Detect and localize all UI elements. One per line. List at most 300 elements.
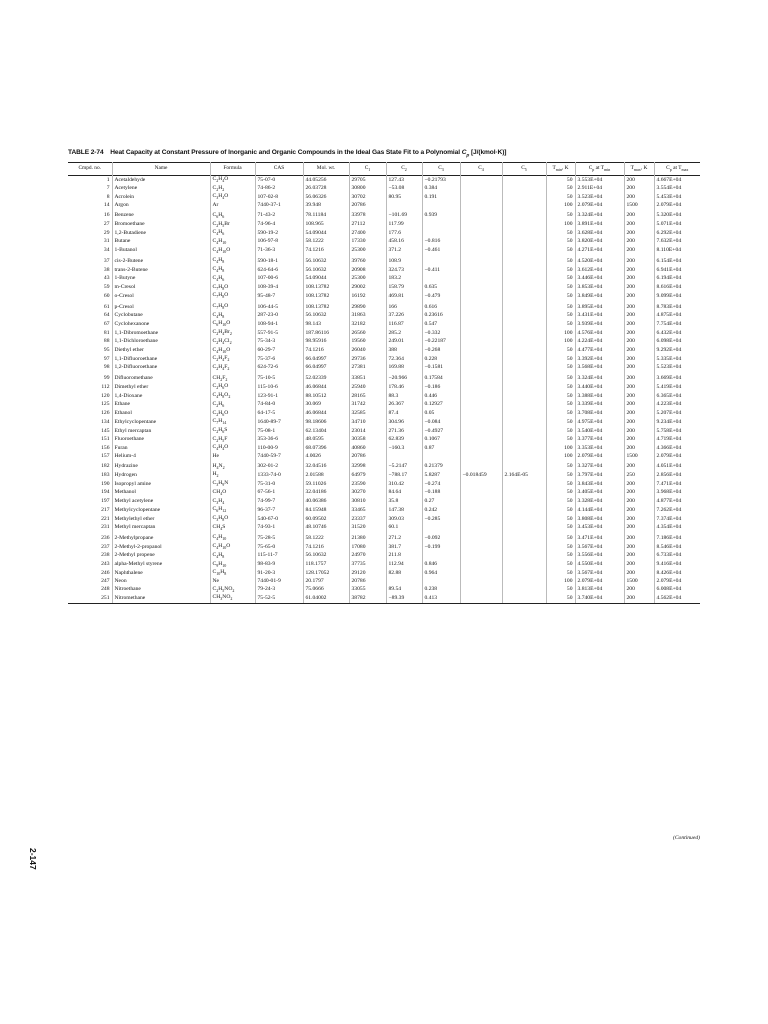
formula-cell: $C_2H_4F_2$ [210,364,255,373]
c5-cell [502,320,546,329]
c5-cell [502,301,546,312]
c1-cell: 23014 [349,427,386,436]
cp-at-tmax-cell: 5.453E+04 [654,193,700,202]
c3-cell: −0.092 [422,532,460,543]
mol-wt-cell: 52.02339 [303,373,349,384]
c2-cell: 304.96 [386,418,422,427]
c5-cell [502,347,546,356]
table-row [68,471,700,480]
table-row [68,312,700,321]
formula-cell: $C_7H_8O$ [210,301,255,312]
compound-number-cell: 238 [101,552,110,559]
table-row [68,594,700,603]
c1-cell: 29736 [349,355,386,364]
c2-cell: 117.99 [386,221,422,230]
page-number: 2-147 [28,848,38,870]
c5-cell [502,436,546,445]
cp-at-tmax-cell: 6.432E+04 [654,329,700,338]
table-row [68,578,700,586]
compound-number-cell: 125 [101,401,110,408]
c4-cell [460,461,502,472]
tmax-cell: 200 [624,383,654,392]
tmax-cell: 1500 [624,453,654,461]
mol-wt-cell: 187.86116 [303,329,349,338]
c1-cell: 31742 [349,401,386,410]
tmin-cell: 50 [546,275,575,284]
table-row [68,284,700,293]
formula-cell: Ar [210,202,255,210]
c3-cell: −0.461 [422,247,460,256]
cp-at-tmax-cell: 6.154E+04 [654,255,700,266]
formula-cell: $C_4H_{10}O$ [210,347,255,356]
tmin-cell: 100 [546,221,575,230]
cp-at-tmax-cell: 4.877E+04 [654,498,700,507]
c4-cell [460,427,502,436]
tmin-cell: 50 [546,392,575,401]
c3-cell: 0.964 [422,569,460,578]
cp-at-tmax-cell: 5.335E+04 [654,355,700,364]
c1-cell: 33055 [349,586,386,595]
table-row [68,444,700,453]
cas-cell: 75-28-5 [255,532,303,543]
tmax-cell: 200 [624,561,654,570]
c2-cell [386,202,422,210]
tmin-cell: 50 [546,524,575,533]
cp-at-tmax-cell: 3.968E+04 [654,489,700,498]
c4-cell [460,401,502,410]
mol-wt-cell: 58.1222 [303,532,349,543]
cp-at-tmin-cell: 4.477E+04 [575,347,624,356]
formula-cell: $C_7H_{14}$ [210,418,255,427]
compound-name-cell: Cyclohexanone [112,320,210,329]
c3-cell: −0.816 [422,238,460,247]
c5-cell [502,238,546,247]
cp-at-tmin-cell: 4.576E+04 [575,329,624,338]
tmax-cell: 200 [624,284,654,293]
cp-at-tmin-cell: 4.975E+04 [575,418,624,427]
compound-number-cell: 182 [101,463,110,470]
table-row [68,210,700,221]
c2-cell: 211.8 [386,552,422,561]
cp-at-tmax-cell: 2.856E+04 [654,471,700,480]
compound-name-cell: p-Cresol [112,301,210,312]
compound-number-cell: 59 [103,284,110,291]
formula-cell: $C_4H_4O$ [210,444,255,453]
cas-cell: 96-37-7 [255,506,303,515]
tmin-cell: 50 [546,506,575,515]
c3-cell [422,453,460,461]
cp-at-tmin-cell: 3.708E+04 [575,410,624,419]
c1-cell: 26560 [349,329,386,338]
c5-cell [502,176,546,185]
c4-cell [460,301,502,312]
c3-cell: 0.616 [422,301,460,312]
c3-cell [422,221,460,230]
c4-cell [460,373,502,384]
cas-cell: 79-24-3 [255,586,303,595]
compound-name-cell: Acetylene [112,185,210,194]
c3-cell: 0.17584 [422,373,460,384]
tmax-cell: 200 [624,444,654,453]
c5-cell [502,221,546,230]
c5-cell [502,364,546,373]
c4-cell [460,444,502,453]
compound-number-cell: 38 [103,266,110,273]
c3-cell: −0.084 [422,418,460,427]
table-row [68,489,700,498]
formula-cell: $C_2H_4Cl_2$ [210,338,255,347]
compound-name-cell: Ethylcyclopentane [112,418,210,427]
c5-cell [502,489,546,498]
table-row [68,401,700,410]
mol-wt-cell: 4.0026 [303,453,349,461]
cas-cell: 75-65-0 [255,543,303,552]
cp-at-tmin-cell: 3.324E+04 [575,373,624,384]
c2-cell [386,453,422,461]
c4-cell [460,524,502,533]
compound-number-cell: 126 [101,410,110,417]
cp-at-tmax-cell: 4.562E+04 [654,594,700,603]
compound-number-cell: 34 [103,247,110,254]
cp-at-tmax-cell: 5.207E+04 [654,410,700,419]
c2-cell: 60.1 [386,524,422,533]
cas-cell: 624-64-6 [255,266,303,275]
column-header: $C_5$ [502,163,546,176]
tmax-cell: 200 [624,373,654,384]
table-row [68,338,700,347]
c1-cell: 20908 [349,266,386,275]
table-row [68,320,700,329]
tmax-cell: 200 [624,338,654,347]
compound-number-cell: 197 [101,498,110,505]
c1-cell: 25940 [349,383,386,392]
tmin-cell: 50 [546,185,575,194]
cp-at-tmin-cell: 3.540E+04 [575,427,624,436]
table-row [68,392,700,401]
cas-cell: 74-99-7 [255,498,303,507]
c1-cell: 31863 [349,312,386,321]
compound-number-cell: 37 [103,257,110,264]
compound-name-cell: Ethyl mercaptan [112,427,210,436]
column-header: Name [112,163,210,176]
cas-cell: 75-10-5 [255,373,303,384]
c3-cell: −0.22187 [422,338,460,347]
tmin-cell: 50 [546,489,575,498]
compound-name-cell: 1,2-Difluoroethane [112,364,210,373]
table-row [68,569,700,578]
compound-name-cell: Ethanol [112,410,210,419]
c5-cell [502,275,546,284]
mol-wt-cell: 62.13404 [303,427,349,436]
tmax-cell: 200 [624,320,654,329]
c4-cell [460,320,502,329]
cas-cell: 624-72-6 [255,364,303,373]
compound-number-cell: 190 [101,480,110,487]
mol-wt-cell: 59.11026 [303,480,349,489]
column-header: $C_1$ [349,163,386,176]
table-row [68,436,700,445]
table-row [68,586,700,595]
mol-wt-cell: 98.143 [303,320,349,329]
cas-cell: 123-91-1 [255,392,303,401]
cp-at-tmin-cell: 3.388E+04 [575,392,624,401]
c3-cell: 0.191 [422,193,460,202]
cp-at-tmin-cell: 3.523E+04 [575,193,624,202]
c4-cell [460,561,502,570]
c2-cell: 388 [386,347,422,356]
column-header: CAS [255,163,303,176]
cas-cell: 7440-01-9 [255,578,303,586]
table-row [68,515,700,524]
c1-cell: 30270 [349,489,386,498]
c5-cell [502,392,546,401]
formula-cell: $C_4H_8O_2$ [210,392,255,401]
table-number: TABLE 2-74 [68,149,104,156]
c4-cell [460,532,502,543]
tmin-cell: 100 [546,578,575,586]
tmin-cell: 50 [546,320,575,329]
cp-at-tmax-cell: 3.669E+04 [654,373,700,384]
compound-name-cell: Hydrazine [112,461,210,472]
tmin-cell: 50 [546,436,575,445]
c1-cell: 19560 [349,338,386,347]
c4-cell [460,247,502,256]
table-units: [J/(kmol·K)] [470,149,507,156]
c3-cell: −0.4927 [422,427,460,436]
compound-number-cell: 1 [106,176,110,183]
mol-wt-cell: 74.1216 [303,543,349,552]
tmin-cell: 50 [546,355,575,364]
c2-cell: 37.226 [386,312,422,321]
compound-name-cell: 1-Butyne [112,275,210,284]
c5-cell [502,594,546,603]
c3-cell: 0.939 [422,210,460,221]
table-row [68,255,700,266]
tmax-cell: 200 [624,427,654,436]
mol-wt-cell: 61.04002 [303,594,349,603]
compound-name-cell: Cyclobutane [112,312,210,321]
cas-cell: 74-93-1 [255,524,303,533]
cp-at-tmin-cell: 3.568E+04 [575,364,624,373]
mol-wt-cell: 58.1222 [303,238,349,247]
c5-cell [502,578,546,586]
formula-cell: Ne [210,578,255,586]
table-row [68,480,700,489]
tmin-cell: 50 [546,532,575,543]
c5-cell [502,543,546,552]
tmin-cell: 50 [546,193,575,202]
table-row [68,418,700,427]
cp-at-tmax-cell: 7.632E+04 [654,238,700,247]
mol-wt-cell: 26.03728 [303,185,349,194]
table-row [68,229,700,238]
tmax-cell: 200 [624,586,654,595]
c2-cell: 310.42 [386,480,422,489]
cp-at-tmax-cell: 9.292E+04 [654,347,700,356]
tmin-cell: 50 [546,383,575,392]
c1-cell: 40860 [349,444,386,453]
compound-number-cell: 151 [101,436,110,443]
tmax-cell: 200 [624,401,654,410]
c3-cell: −0.186 [422,383,460,392]
compound-name-cell: trans-2-Butene [112,266,210,275]
cp-at-tmin-cell: 2.079E+04 [575,578,624,586]
c5-cell [502,444,546,453]
cp-at-tmin-cell: 3.628E+04 [575,229,624,238]
c5-cell [502,427,546,436]
cp-at-tmax-cell: 5.071E+04 [654,221,700,230]
compound-name-cell: Hydrogen [112,471,210,480]
c3-cell: 0.27 [422,498,460,507]
tmin-cell: 50 [546,418,575,427]
tmax-cell: 200 [624,210,654,221]
formula-cell: $C_4H_6$ [210,275,255,284]
mol-wt-cell: 46.06844 [303,410,349,419]
c2-cell: 271.2 [386,532,422,543]
table-caption [68,148,700,158]
formula-cell: $C_2H_6S$ [210,427,255,436]
c5-cell [502,410,546,419]
c2-cell: −101.69 [386,210,422,221]
tmax-cell: 200 [624,552,654,561]
c4-cell [460,515,502,524]
compound-number-cell: 97 [103,355,110,362]
tmax-cell: 1500 [624,578,654,586]
column-header: $C_4$ [460,163,502,176]
cp-at-tmin-cell: 3.556E+04 [575,552,624,561]
c4-cell [460,176,502,185]
c5-cell [502,453,546,461]
tmin-cell: 50 [546,461,575,472]
c2-cell: −5.2147 [386,461,422,472]
tmin-cell: 50 [546,373,575,384]
c5-cell [502,193,546,202]
cas-cell: 75-34-3 [255,338,303,347]
c2-cell: 88.3 [386,392,422,401]
cp-at-tmax-cell: 7.374E+04 [654,515,700,524]
tmin-cell: 50 [546,471,575,480]
tmin-cell: 50 [546,569,575,578]
cas-cell: 95-48-7 [255,292,303,301]
c5-cell [502,255,546,266]
compound-name-cell: 1-Butanol [112,247,210,256]
c2-cell: 166 [386,301,422,312]
compound-number-cell: 112 [101,383,110,390]
tmin-cell: 50 [546,284,575,293]
c2-cell: 458.16 [386,238,422,247]
tmin-cell: 50 [546,543,575,552]
cp-at-tmin-cell: 3.327E+04 [575,461,624,472]
cas-cell: 302-01-2 [255,461,303,472]
table-header-row [68,163,700,176]
tmin-cell: 50 [546,347,575,356]
compound-number-cell: 251 [68,594,112,603]
c4-cell: −0.018459 [460,471,502,480]
c5-cell [502,506,546,515]
compound-name-cell: 2-Methyl propene [112,552,210,561]
compound-name-cell: Neon [112,578,210,586]
c1-cell: 27381 [349,364,386,373]
tmin-cell: 100 [546,444,575,453]
c4-cell [460,202,502,210]
compound-name-cell: Nitroethane [112,586,210,595]
compound-number-cell: 8 [106,193,110,200]
tmin-cell: 50 [546,401,575,410]
compound-name-cell: Acetaldehyde [112,176,210,185]
compound-number-cell: 99 [103,375,110,382]
mol-wt-cell: 2.01588 [303,471,349,480]
cas-cell: 74-86-2 [255,185,303,194]
tmin-cell: 50 [546,229,575,238]
cp-at-tmin-cell: 3.567E+04 [575,543,624,552]
table-row [68,292,700,301]
c4-cell [460,292,502,301]
table-row [68,221,700,230]
tmax-cell: 200 [624,436,654,445]
formula-cell: $C_4H_8$ [210,312,255,321]
compound-name-cell: Methyl acetylene [112,498,210,507]
table-row [68,552,700,561]
table-row [68,355,700,364]
formula-cell: $C_6H_{12}$ [210,506,255,515]
formula-cell: $C_7H_8O$ [210,292,255,301]
c1-cell: 25300 [349,275,386,284]
mol-wt-cell: 108.13782 [303,284,349,293]
tmax-cell: 200 [624,312,654,321]
column-header: $C_p$ at $T_{min}$ [575,163,624,176]
mol-wt-cell: 108.965 [303,221,349,230]
formula-cell: He [210,453,255,461]
mol-wt-cell: 32.04186 [303,489,349,498]
cas-cell: 107-02-8 [255,193,303,202]
c1-cell: 32585 [349,410,386,419]
formula-cell: $C_4H_{10}$ [210,238,255,247]
c4-cell [460,193,502,202]
c3-cell: −0.199 [422,543,460,552]
table-row [68,266,700,275]
compound-number-cell: 31 [103,238,110,245]
tmax-cell: 200 [624,185,654,194]
tmin-cell: 50 [546,312,575,321]
cp-at-tmin-cell: 3.853E+04 [575,284,624,293]
cas-cell: 7440-59-7 [255,453,303,461]
c3-cell [422,552,460,561]
compound-name-cell: alpha-Methyl styrene [112,561,210,570]
compound-name-cell: 1,4-Dioxane [112,392,210,401]
c3-cell: 0.635 [422,284,460,293]
compound-number-cell: 194 [101,489,110,496]
c2-cell: 249.01 [386,338,422,347]
table-row [68,238,700,247]
tmin-cell: 50 [546,364,575,373]
cp-at-tmax-cell: 4.875E+04 [654,312,700,321]
tmax-cell: 200 [624,418,654,427]
c2-cell: 285.2 [386,329,422,338]
c5-cell [502,355,546,364]
cas-cell: 75-31-0 [255,480,303,489]
compound-name-cell: Nitromethane [112,594,210,603]
cp-at-tmin-cell: 4.144E+04 [575,506,624,515]
tmax-cell: 200 [624,489,654,498]
tmin-cell: 50 [546,561,575,570]
table-row [68,427,700,436]
cas-cell: 75-08-1 [255,427,303,436]
c5-cell [502,312,546,321]
c2-cell: 381.7 [386,543,422,552]
c5-cell [502,373,546,384]
mol-wt-cell: 39.948 [303,202,349,210]
cp-at-tmin-cell: 3.471E+04 [575,532,624,543]
